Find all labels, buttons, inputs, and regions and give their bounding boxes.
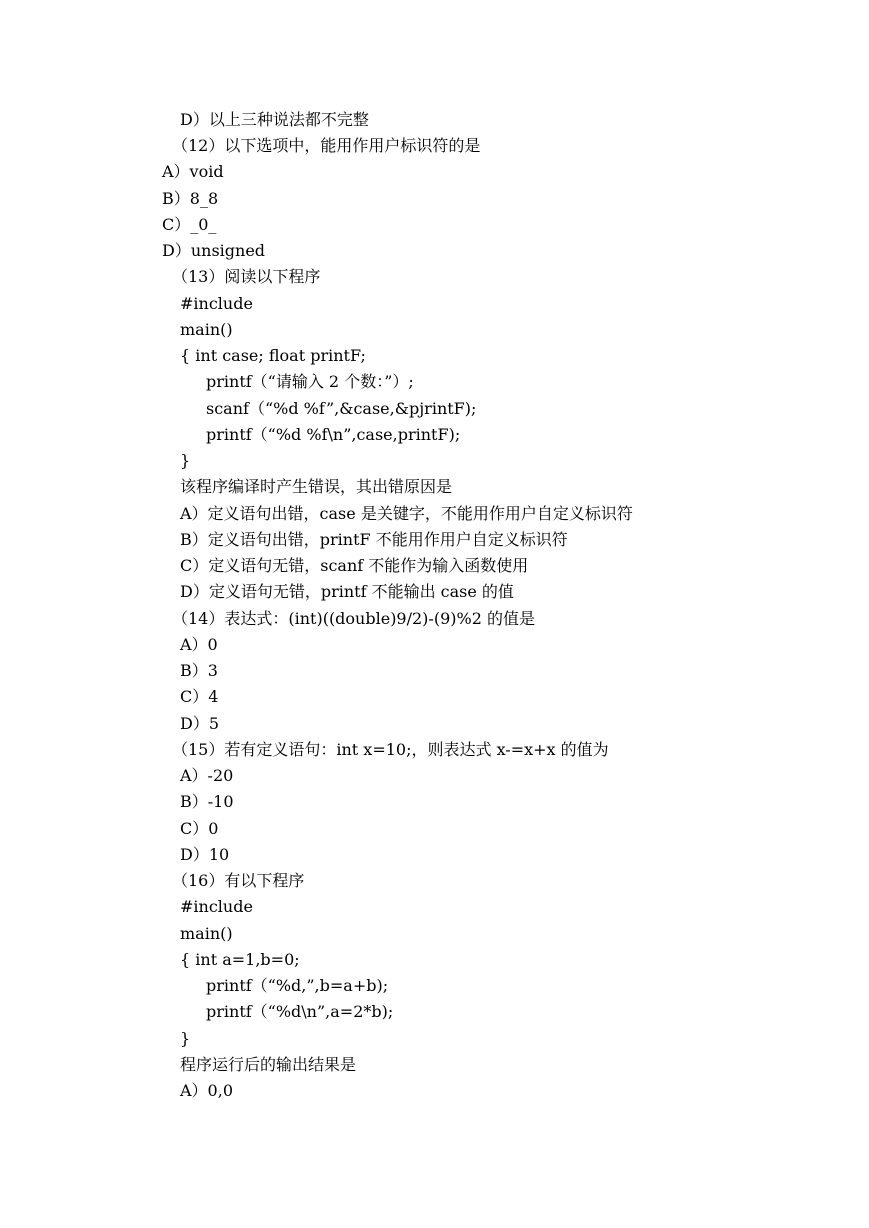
code-line: main() xyxy=(180,924,233,943)
code-line: } xyxy=(180,1029,191,1048)
code-line: main() xyxy=(180,320,233,339)
code-line: printf（“%d %f\n”,case,printF); xyxy=(206,425,461,444)
code-line: { int case; float printF; xyxy=(180,346,366,365)
code-line: } xyxy=(180,451,191,470)
option-line: B）8_8 xyxy=(162,189,219,208)
question-heading: （16）有以下程序 xyxy=(172,871,305,890)
option-line: C）4 xyxy=(180,687,219,706)
option-line: B）3 xyxy=(180,661,218,680)
code-line: printf（“%d\n”,a=2*b); xyxy=(206,1002,394,1021)
question-heading: （14）表达式：(int)((double)9/2)-(9)%2 的值是 xyxy=(172,609,535,628)
option-line: C）0 xyxy=(180,819,219,838)
option-line: A）定义语句出错，case 是关键字，不能用作用户自定义标识符 xyxy=(180,504,633,523)
option-line: D）unsigned xyxy=(162,241,266,260)
code-line: scanf（“%d %f”,&case,&pjrintF); xyxy=(206,399,477,418)
question-prompt: 程序运行后的输出结果是 xyxy=(180,1055,357,1074)
question-heading: （13）阅读以下程序 xyxy=(172,267,321,286)
option-line: A）0 xyxy=(180,635,218,654)
question-heading: （15）若有定义语句：int x=10;，则表达式 x-=x+x 的值为 xyxy=(172,740,609,759)
option-line: B）定义语句出错，printF 不能用作用户自定义标识符 xyxy=(180,530,568,549)
code-line: { int a=1,b=0; xyxy=(180,950,300,969)
option-line: A）void xyxy=(162,162,224,181)
option-line: A）-20 xyxy=(180,766,234,785)
option-line: A）0,0 xyxy=(180,1081,234,1100)
option-line: B）-10 xyxy=(180,792,234,811)
option-line: D）定义语句无错，printf 不能输出 case 的值 xyxy=(180,582,514,601)
question-heading: （12）以下选项中，能用作用户标识符的是 xyxy=(172,136,481,155)
code-line: printf（“%d,”,b=a+b); xyxy=(206,976,389,995)
question-prompt: 该程序编译时产生错误，其出错原因是 xyxy=(180,477,453,496)
code-line: printf（“请输入 2 个数：”）; xyxy=(206,372,414,391)
option-line: C）定义语句无错，scanf 不能作为输入函数使用 xyxy=(180,556,529,575)
option-line: C）_0_ xyxy=(162,215,217,234)
option-line: D）5 xyxy=(180,714,220,733)
option-line: D）10 xyxy=(180,845,230,864)
option-line: D）以上三种说法都不完整 xyxy=(180,110,369,129)
code-line: #include xyxy=(180,897,253,916)
code-line: #include xyxy=(180,294,253,313)
